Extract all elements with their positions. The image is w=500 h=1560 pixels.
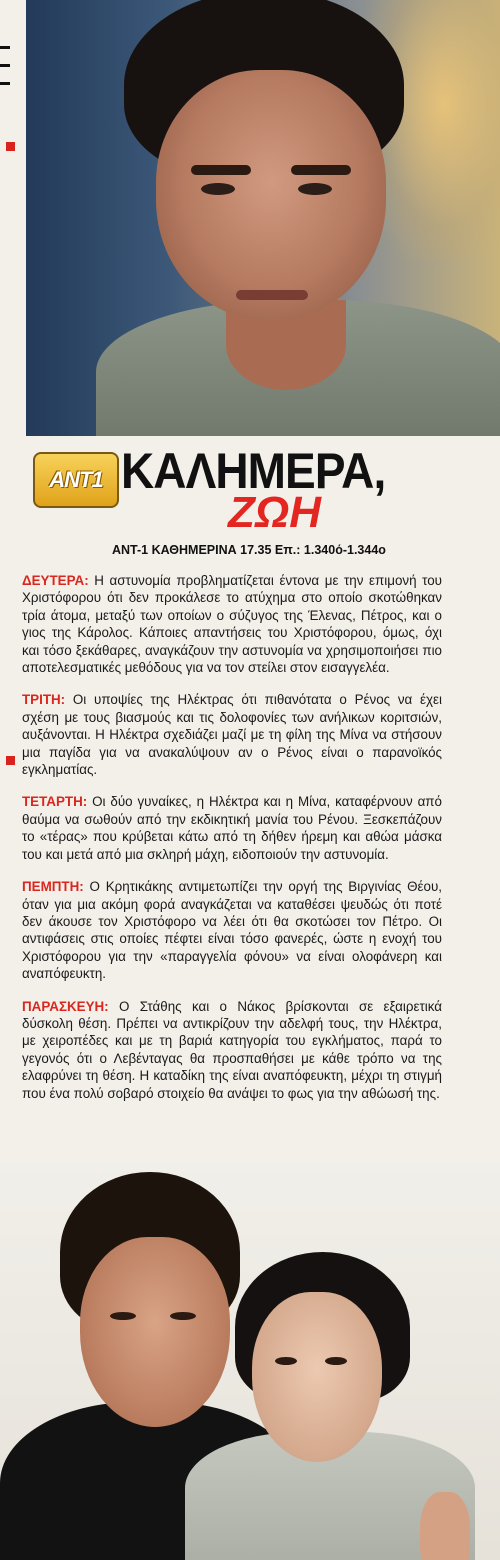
cast-couple-photo bbox=[0, 1162, 500, 1560]
episode-paragraph bbox=[22, 691, 442, 778]
channel-logo bbox=[33, 452, 119, 508]
red-marker bbox=[6, 756, 15, 765]
episode-paragraph bbox=[22, 878, 442, 982]
episode-text: Η αστυνομία προβληματίζεται έντονα με την επιμονή του Χριστόφορου ότι δεν προκάλεσε το ατύχημα στο οποίο σκοτώθηκαν τρία άτομα, μεταξύ των οποίων ο σύζυγος της Έλενας, Πέτρος, και ο γιος της Κάρολος. Κάποιες απαντήσεις του Χριστόφορου, όμως, όχι και τόσο ξεκάθαρες, αναγκάζουν την αστυνομία να χρησιμοποιήσει πιο αποτελεσματικές μεθόδους για να τον στείλει στον εισαγγελέα. bbox=[22, 573, 442, 676]
episode-text: Ο Κρητικάκης αντιμετωπίζει την οργή της Βιργινίας Θέου, όταν για μια ακόμη φορά αναγκάζεται να καταθέσει ψευδώς ότι ποτέ δεν άκουσε τον Χριστόφορο να λέει ότι θα σκοτώσει τον Πέτρο. Οι αντιφάσεις στις οποίες πέφτει είναι τόσο φανερές, ώστε η ενοχή του Χριστόφορου για την «παραγγελία φόνου» να είναι ολοφάνερη και αναπόφευκτη. bbox=[22, 879, 442, 982]
red-marker bbox=[6, 142, 15, 151]
episode-paragraph bbox=[22, 572, 442, 676]
day-label: ΤΕΤΑΡΤΗ: bbox=[22, 794, 88, 810]
channel-logo-text: ANT1 bbox=[49, 467, 103, 492]
episode-paragraph bbox=[22, 998, 442, 1102]
episode-paragraph bbox=[22, 793, 442, 863]
episode-text: Οι δύο γυναίκες, η Ηλέκτρα και η Μίνα, καταφέρνουν από θαύμα να σωθούν από την εκδικητική μανία του Ρένου. Ξεσκεπάζουν το «τέρας» που κρύβεται κάτω από τη δήθεν ήρεμη και αθώα μάσκα του και μετά από μια σκληρή μάχη, ειδοποιούν την αστυνομία. bbox=[22, 794, 442, 862]
show-title-second-line: ΖΩΗ bbox=[228, 488, 322, 537]
day-label: ΠΑΡΑΣΚΕΥΗ: bbox=[22, 998, 109, 1014]
day-label: ΠΕΜΠΤΗ: bbox=[22, 879, 84, 895]
day-label: ΔΕΥΤΕΡΑ: bbox=[22, 573, 89, 588]
episode-text: Ο Στάθης και ο Νάκος βρίσκονται σε εξαιρετικά δύσκολη θέση. Πρέπει να αντικρίζουν την αδελφή τους, την Ηλέκτρα, με χειροπέδες και με τη βαριά κατηγορία του εγκλήματος, παρά το γεγονός ότι ο Λεβένταγας θα προσπαθήσει με κάθε τρόπο να της ελαφρύνει τη θέση. Η καταδίκη της είναι αναπόφευκτη, μέχρι τη στιγμή που ένα πολύ σοβαρό στοιχείο θα ανάψει το φως για την αθώωσή της. bbox=[22, 998, 442, 1101]
day-label: ΤΡΙΤΗ: bbox=[22, 692, 66, 708]
episode-text: Οι υποψίες της Ηλέκτρας ότι πιθανότατα ο Ρένος να έχει σχέση με τους βιασμούς και τις δολοφονίες των ανήλικων κοριτσιών, αυξάνονται. Η Ηλέκτρα σχεδιάζει μαζί με τη φίλη της Μίνα να στήσουν μια παγίδα για να ανακαλύψουν αν ο Ρένος είναι ο παρανοϊκός εγκληματίας. bbox=[22, 692, 442, 778]
show-title: ΚΑΛΗΜΕΡΑ, bbox=[121, 443, 386, 499]
episode-summaries bbox=[22, 572, 442, 1117]
show-header bbox=[33, 443, 493, 538]
page-edge-mark bbox=[0, 46, 12, 96]
actor-portrait-photo bbox=[26, 0, 500, 436]
broadcast-schedule: ΑΝΤ-1 ΚΑΘΗΜΕΡΙΝΑ 17.35 Επ.: 1.340ό-1.344ο bbox=[112, 543, 386, 557]
